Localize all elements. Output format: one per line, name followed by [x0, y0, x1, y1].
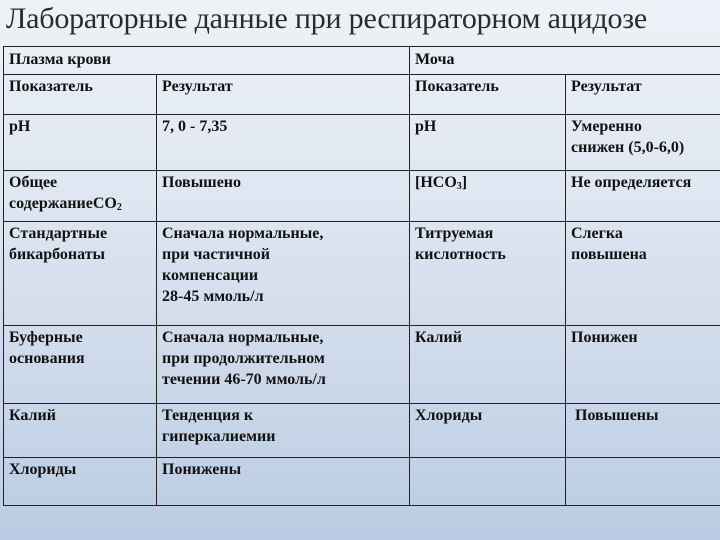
lab-data-table	[3, 46, 720, 506]
header-plasma-result: Результат	[157, 75, 410, 115]
urine-result: Понижен	[566, 326, 720, 404]
plasma-indicator: Калий	[4, 404, 157, 458]
header-urine-indicator: Показатель	[410, 75, 566, 115]
urine-result: Умеренно снижен (5,0-6,0)	[566, 115, 720, 171]
plasma-result: Повышено	[157, 171, 410, 222]
urine-result: Повышены	[566, 404, 720, 458]
plasma-indicator: Стандартные бикарбонаты	[4, 222, 157, 326]
plasma-indicator: Хлориды	[4, 458, 157, 506]
group-urine: Моча	[410, 47, 566, 75]
urine-indicator: pH	[410, 115, 566, 171]
plasma-result: Сначала нормальные, при продолжительном течении 46-70 ммоль/л	[157, 326, 410, 404]
urine-indicator: Титруемая кислотность	[410, 222, 566, 326]
plasma-indicator: Общее содержаниеСО$_2$	[4, 171, 157, 222]
plasma-result: Сначала нормальные, при частичной компенсации 28-45 ммоль/л	[157, 222, 410, 326]
table-row	[4, 326, 720, 404]
header-plasma-indicator: Показатель	[4, 75, 157, 115]
plasma-indicator: pH	[4, 115, 157, 171]
urine-indicator: Хлориды	[410, 404, 566, 458]
column-header-row	[4, 75, 720, 115]
page-title: Лабораторные данные при респираторном ацидозе	[6, 2, 648, 35]
plasma-result: Тенденция к гиперкалиемии	[157, 404, 410, 458]
table-row	[4, 171, 720, 222]
group-header-row	[4, 47, 720, 75]
plasma-indicator: Буферные основания	[4, 326, 157, 404]
group-plasma: Плазма крови	[4, 47, 157, 75]
urine-result: Не определяется	[566, 171, 720, 222]
urine-indicator: $[НСО_3]$	[410, 171, 566, 222]
urine-indicator: Калий	[410, 326, 566, 404]
table-row	[4, 404, 720, 458]
table-row	[4, 222, 720, 326]
urine-result	[566, 458, 720, 506]
urine-indicator	[410, 458, 566, 506]
table-row	[4, 115, 720, 171]
header-urine-result: Результат	[566, 75, 720, 115]
plasma-result: Понижены	[157, 458, 410, 506]
plasma-result: 7, 0 - 7,35	[157, 115, 410, 171]
urine-result: Слегка повышена	[566, 222, 720, 326]
table-row	[4, 458, 720, 506]
